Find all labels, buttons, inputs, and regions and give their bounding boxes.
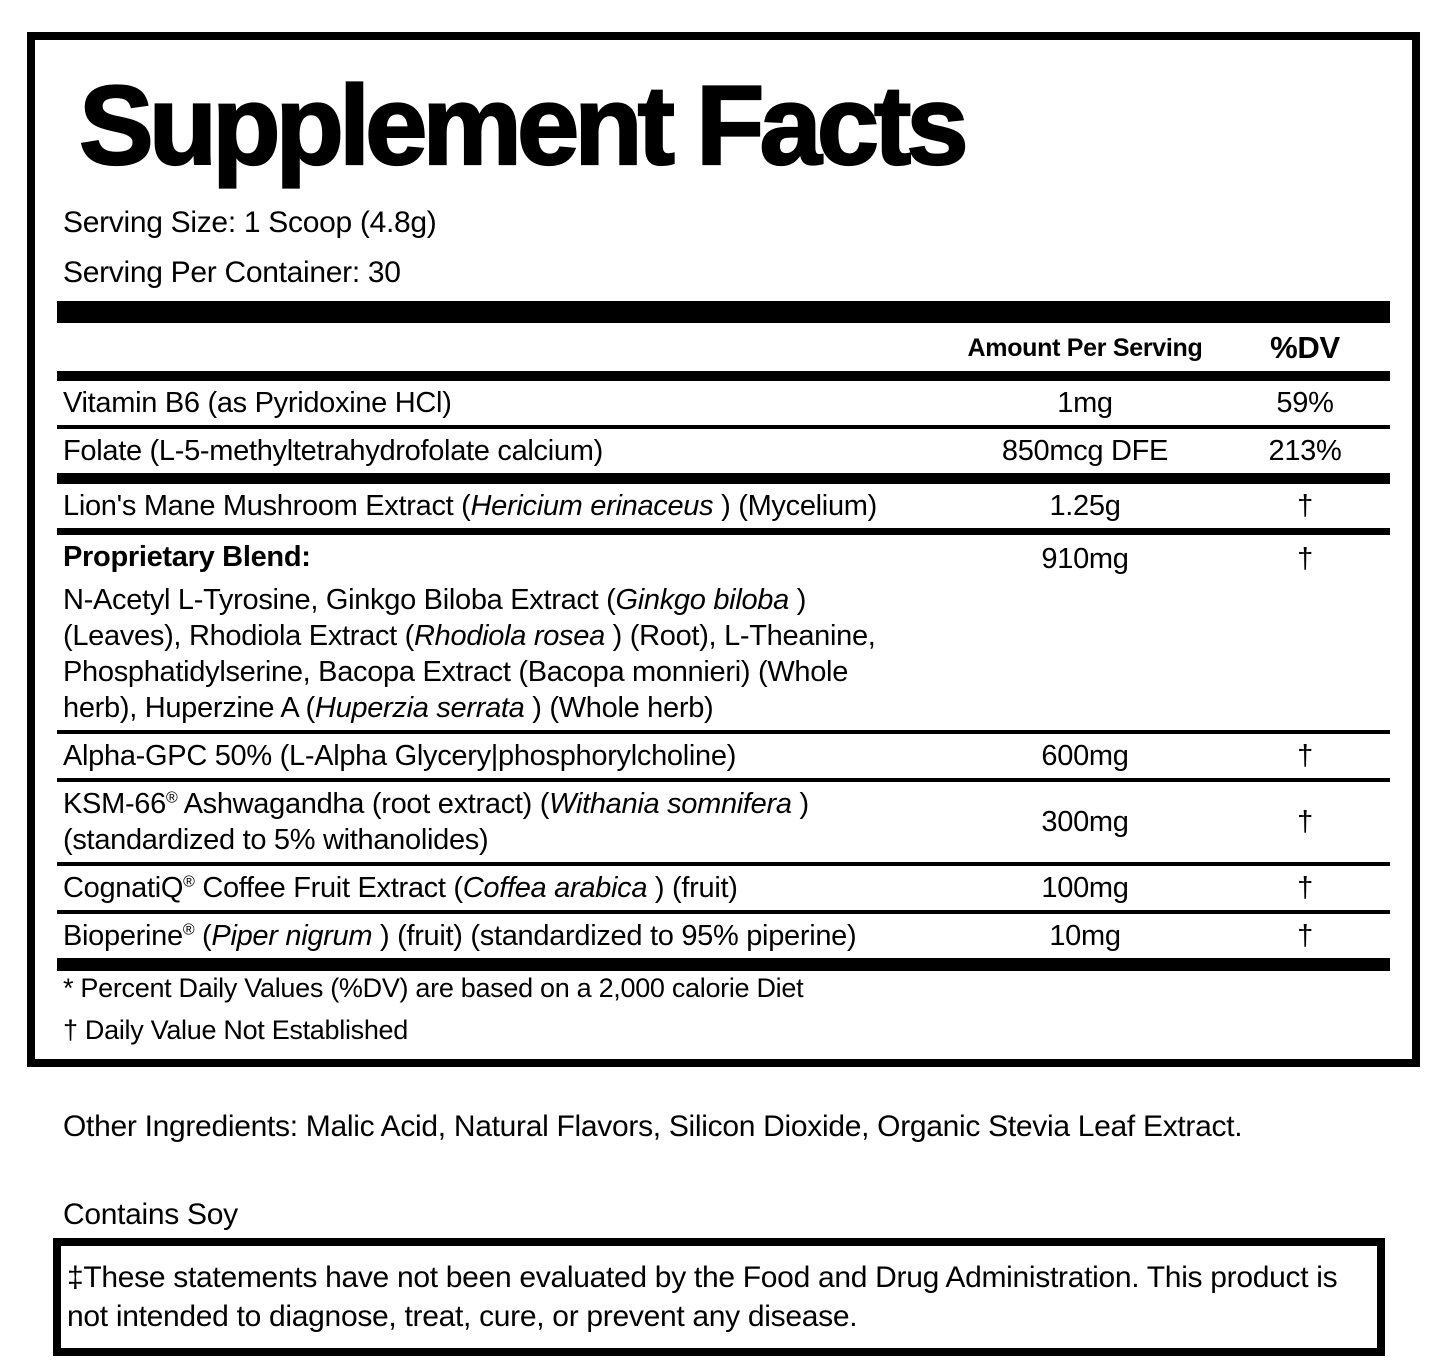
ingredient-amount: 850mcg DFE [1001,435,1169,468]
page-title: Supplement Facts [79,63,964,188]
ingredient-dv: † [1297,740,1313,773]
ingredient-name [57,433,950,469]
text-segment: ) (Root), L-Theanine, Phosphatidylserine, Bacopa Extract (Bacopa monnieri) (Whole herb), Huperzine A ( [63,620,876,725]
latin-name: Ginkgo biloba [615,584,789,617]
column-header-dv: %DV [1270,330,1340,366]
other-ingredients: Other Ingredients: Malic Acid, Natural Flavors, Silicon Dioxide, Organic Stevia Leaf Extract. [63,1110,1243,1143]
ingredient-dv: † [1297,806,1313,839]
text-segment: CognatiQ [63,872,184,905]
registered-mark: ® [182,921,195,939]
ingredient-name [57,738,950,774]
column-header-spacer [57,331,950,365]
ingredient-name [57,488,950,524]
ingredient-amount: 600mg [1041,740,1129,773]
text-segment: Bioperine [63,920,183,953]
ingredient-amount: 1.25g [1049,490,1121,523]
text-segment: Folate (L-5-methyltetrahydrofolate calcium) [63,435,603,468]
latin-name: Huperzia serrata [314,692,525,725]
ingredient-dv: † [1297,490,1313,523]
ingredient-name [57,539,950,726]
footnote-dagger: † Daily Value Not Established [63,1015,408,1046]
latin-name: Coffea arabica [462,872,648,905]
ingredient-row [57,381,1390,425]
latin-name: Hericium erinaceus [470,490,714,523]
footnote-dv-basis: * Percent Daily Values (%DV) are based on a 2,000 calorie Diet [63,973,804,1004]
supplement-facts-panel [27,32,1420,1067]
registered-mark: ® [183,873,195,891]
text-segment: Proprietary Blend: [63,541,311,574]
ingredient-row [57,734,1390,778]
latin-name: Withania somnifera [549,788,792,821]
latin-name: Piper nigrum [211,920,373,953]
text-segment: ) (Whole herb) [524,692,714,725]
ingredient-dv: 213% [1268,435,1342,468]
text-segment: Ashwagandha (root extract) ( [177,788,550,821]
column-header-row [57,323,1390,371]
text-segment: ) (standardized to 5% withanolides) [63,788,809,857]
ingredient-row [57,484,1390,528]
table-top-bar [57,301,1390,323]
ingredient-name [57,385,950,421]
disclaimer-box [53,1238,1385,1356]
facts-table [57,301,1390,1047]
ingredient-dv: † [1297,920,1313,953]
column-header-amount: Amount Per Serving [967,334,1203,363]
text-segment: ) (Leaves), Rhodiola Extract ( [63,584,807,653]
latin-name: Rhodiola rosea [414,620,605,653]
text-segment: Vitamin B6 (as Pyridoxine HCl) [63,387,452,420]
text-segment: ) (fruit) (standardized to 95% piperine) [372,920,857,953]
ingredient-row [57,914,1390,958]
text-segment: N-Acetyl L-Tyrosine, Ginkgo Biloba Extract ( [63,584,616,617]
row-separator [57,528,1390,535]
registered-mark: ® [165,789,178,807]
text-segment: KSM-66 [63,788,166,821]
ingredient-amount: 300mg [1041,806,1129,839]
ingredient-amount: 910mg [1041,543,1129,576]
disclaimer-text: ‡These statements have not been evaluated by the Food and Drug Administration. This product is not intended to diagnose, treat, cure, or prevent any disease. [67,1261,1338,1333]
row-separator [57,958,1390,971]
ingredient-dv: 59% [1276,387,1334,420]
ingredient-amount: 100mg [1041,872,1129,905]
header-separator [57,371,1390,381]
ingredient-name [57,918,950,954]
ingredient-row [57,866,1390,910]
row-separator [57,473,1390,484]
ingredient-amount: 10mg [1049,920,1121,953]
ingredient-row [57,429,1390,473]
text-segment: ) (Mycelium) [713,490,877,523]
ingredient-rows [57,381,1390,971]
proprietary-blend-description [63,582,908,726]
ingredient-dv: † [1297,872,1313,905]
allergen-statement: Contains Soy [63,1198,238,1231]
ingredient-name [57,870,950,906]
ingredient-row [57,535,1390,730]
ingredient-name [57,786,950,858]
serving-size: Serving Size: 1 Scoop (4.8g) [63,206,437,240]
text-segment: ( [194,920,212,953]
text-segment: Alpha-GPC 50% (L-Alpha Glycery|phosphorylcholine) [63,740,737,773]
text-segment: Coffee Fruit Extract ( [194,872,463,905]
text-segment: Lion's Mane Mushroom Extract ( [63,490,471,523]
servings-per-container: Serving Per Container: 30 [63,256,401,290]
text-segment: ) (fruit) [647,872,738,905]
ingredient-row [57,782,1390,862]
ingredient-dv: † [1297,543,1313,576]
ingredient-amount: 1mg [1057,387,1113,420]
